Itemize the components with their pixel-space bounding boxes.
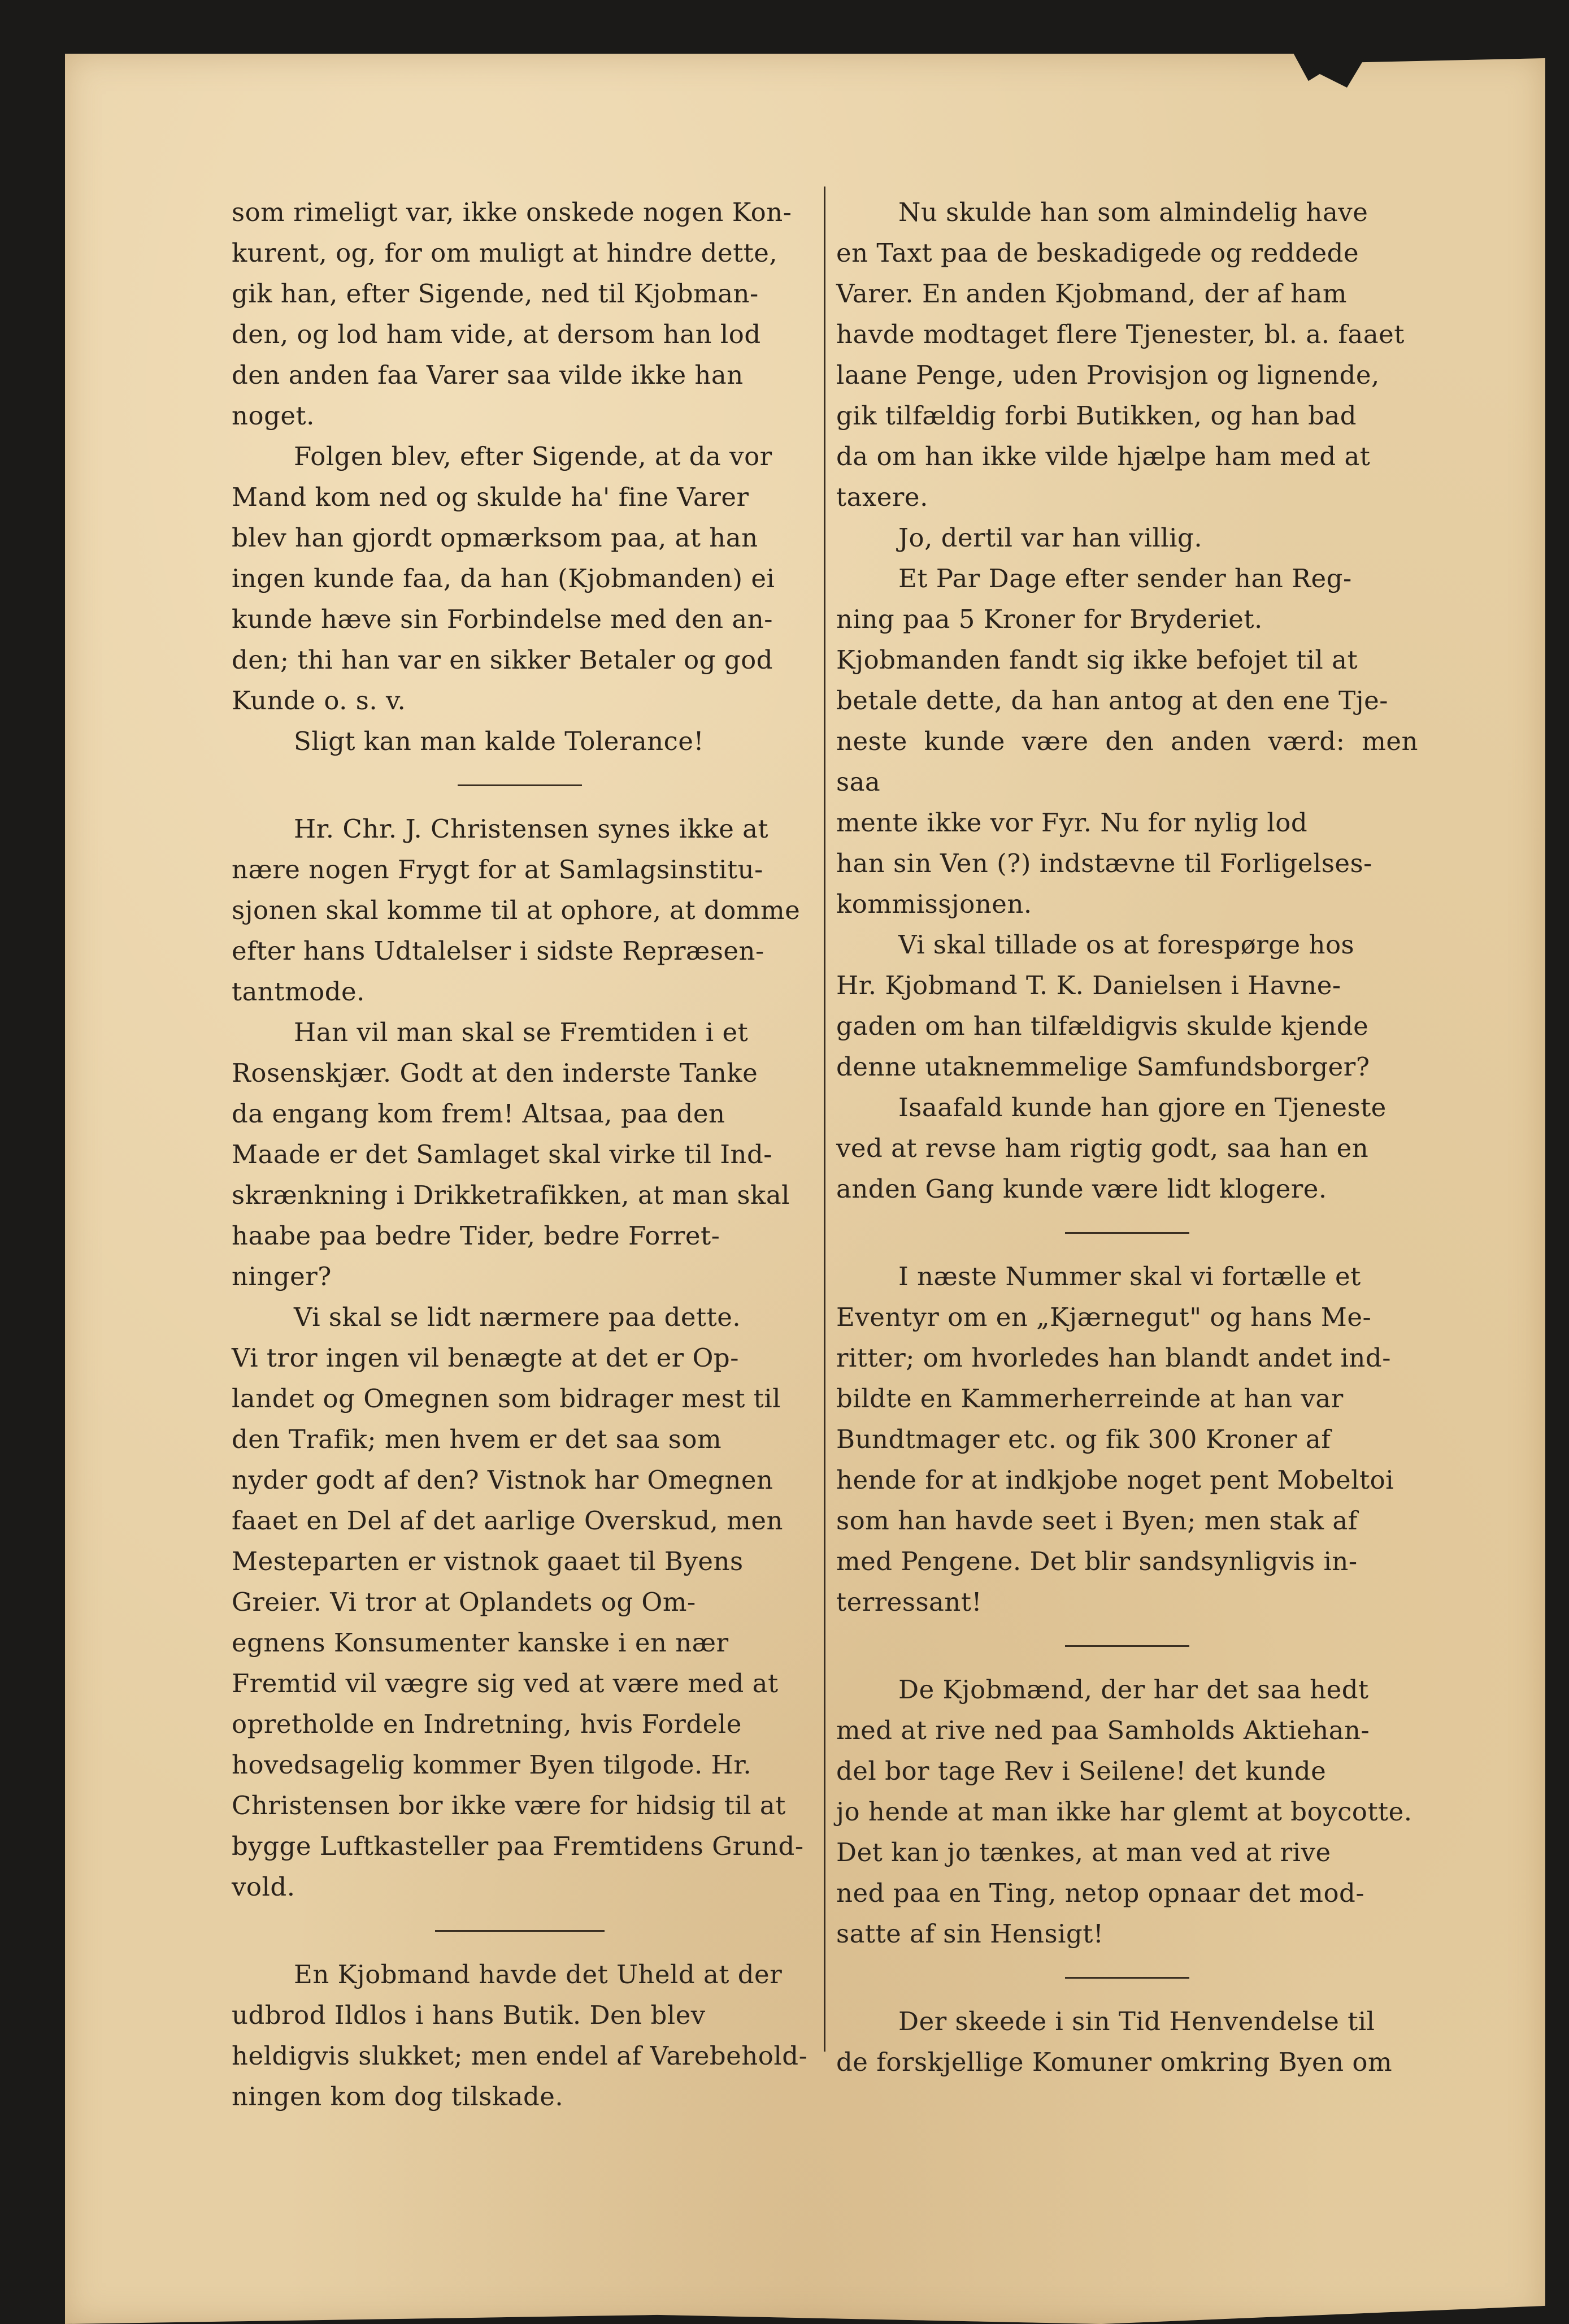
- right-column: [836, 192, 1418, 2083]
- section-divider: [435, 1930, 605, 1932]
- article-paragraph: Der skeede i sin Tid Henvendelse til de forskjellige Komuner omkring Byen om: [836, 2006, 1393, 2077]
- article-paragraph: Et Par Dage efter sender han Reg- ning paa 5 Kroner for Bryderiet. Kjobmanden fandt sig ikke befojet til at betale dette, da han antog at den ene Tje- neste kunde være den anden værd: men saa mente ikke vor Fyr. Nu for nylig lod han sin Ven (?) indstævne til Forligelses- kommissjonen.: [836, 563, 1418, 919]
- article-paragraph: Vi skal tillade os at forespørge hos Hr. Kjobmand T. K. Danielsen i Havne- gaden om han tilfældigvis skulde kjende denne utaknemmelige Samfundsborger?: [836, 930, 1370, 1082]
- article-paragraph: Isaafald kunde han gjore en Tjeneste ved at revse ham rigtig godt, saa han en anden Gang kunde være lidt klogere.: [836, 1092, 1387, 1204]
- column-divider: [824, 187, 825, 2052]
- article-paragraph: Sligt kan man kalde Tolerance!: [294, 726, 705, 756]
- article-paragraph: De Kjobmænd, der har det saa hedt med at rive ned paa Samholds Aktiehan- del bor tage Rev i Seilene! det kunde jo hende at man ikke har glemt at boycotte. Det kan jo tænkes, at man ved at rive ned paa en Ting, netop opnaar det mod- satte af sin Hensigt!: [836, 1675, 1412, 1949]
- article-paragraph: I næste Nummer skal vi fortælle et Eventyr om en „Kjærnegut" og hans Me- ritter; om hvorledes han blandt andet ind- bildte en Kammerherreinde at han var Bundtmager etc. og fik 300 Kroner af hende for at indkjobe noget pent Mobeltoi som han havde seet i Byen; men stak af med Pengene. Det blir sandsynligvis in- terressant!: [836, 1261, 1394, 1617]
- section-divider: [1065, 1977, 1189, 1979]
- article-paragraph: som rimeligt var, ikke onskede nogen Kon- kurent, og, for om muligt at hindre dette, gik han, efter Sigende, ned til Kjobman- den, og lod ham vide, at dersom han lod den anden faa Varer saa vilde ikke han noget.: [232, 197, 792, 431]
- article-paragraph: En Kjobmand havde det Uheld at der udbrod Ildlos i hans Butik. Den blev heldigvis slukket; men endel af Varebehold- ningen kom dog tilskade.: [232, 1959, 808, 2111]
- section-divider: [1065, 1232, 1189, 1234]
- article-paragraph: Jo, dertil var han villig.: [898, 523, 1203, 553]
- article-paragraph: Nu skulde han som almindelig have en Taxt paa de beskadigede og reddede Varer. En anden Kjobmand, der af ham havde modtaget flere Tjenester, bl. a. faaet laane Penge, uden Provisjon og lignende, gik tilfældig forbi Butikken, og han bad da om han ikke vilde hjælpe ham med at taxere.: [836, 197, 1405, 512]
- article-paragraph: Hr. Chr. J. Christensen synes ikke at nære nogen Frygt for at Samlagsinstitu- sjonen skal komme til at ophore, at domme efter hans Udtalelser i sidste Repræsen- tantmode.: [232, 814, 801, 1007]
- article-paragraph: Vi skal se lidt nærmere paa dette. Vi tror ingen vil benægte at det er Op- landet og Omegnen som bidrager mest til den Trafik; men hvem er det saa som nyder godt af den? Vistnok har Omegnen faaet en Del af det aarlige Overskud, men Mesteparten er vistnok gaaet til Byens Greier. Vi tror at Oplandets og Om- egnens Konsumenter kanske i en nær Fremtid vil vægre sig ved at være med at opretholde en Indretning, hvis Fordele hovedsagelig kommer Byen tilgode. Hr. Christensen bor ikke være for hidsig til at bygge Luftkasteller paa Fremtidens Grund- vold.: [232, 1302, 804, 1902]
- article-paragraph: Han vil man skal se Fremtiden i et Rosenskjær. Godt at den inderste Tanke da engang kom frem! Altsaa, paa den Maade er det Samlaget skal virke til Ind- skrænkning i Drikketrafikken, at man skal haabe paa bedre Tider, bedre Forret- ninger?: [232, 1017, 790, 1291]
- section-divider: [1065, 1645, 1189, 1647]
- left-column: [232, 192, 808, 2117]
- article-paragraph: Folgen blev, efter Sigende, at da vor Mand kom ned og skulde ha' fine Varer blev han gjordt opmærksom paa, at han ingen kunde faa, da han (Kjobmanden) ei kunde hæve sin Forbindelse med den an- den; thi han var en sikker Betaler og god Kunde o. s. v.: [232, 441, 775, 716]
- section-divider: [458, 784, 582, 786]
